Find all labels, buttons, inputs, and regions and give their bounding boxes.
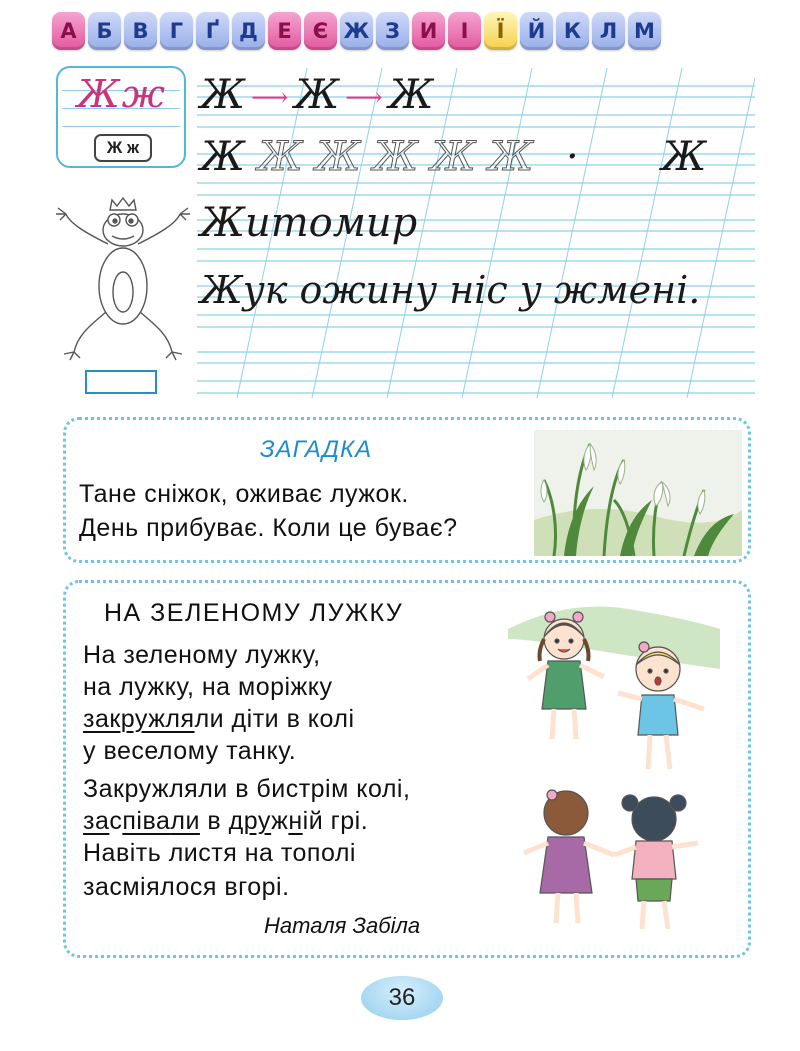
cursive-letter-pair: Жж bbox=[77, 72, 167, 116]
poem-line: Закружляли в бистрім колі, bbox=[83, 775, 411, 803]
alphabet-letter-tile: В bbox=[124, 12, 157, 50]
poem-line bbox=[83, 807, 368, 836]
snowdrop-illustration bbox=[534, 430, 742, 556]
writing-row-tracing bbox=[200, 134, 706, 180]
poem-line: на лужку, на моріжку bbox=[83, 673, 333, 701]
traced-letters: Ж Ж Ж Ж Ж bbox=[257, 134, 534, 180]
letter-card bbox=[56, 66, 186, 168]
dancing-children-illustration bbox=[508, 599, 720, 779]
underlined-syllable: ва bbox=[142, 807, 171, 835]
poem-line bbox=[83, 705, 355, 734]
alphabet-letter-tile: Й bbox=[520, 12, 553, 50]
alphabet-letter-tile: Б bbox=[88, 12, 121, 50]
frog-illustration bbox=[48, 194, 198, 366]
underlined-syllable: н bbox=[288, 807, 303, 835]
alphabet-letter-tile: З bbox=[376, 12, 409, 50]
alphabet-letter-tile: Д bbox=[232, 12, 265, 50]
alphabet-letter-tile: Є bbox=[304, 12, 337, 50]
alphabet-letter-tile: К bbox=[556, 12, 589, 50]
page-number: 36 bbox=[361, 976, 443, 1020]
alphabet-letter-tile: И bbox=[412, 12, 445, 50]
underlined-syllable: ли bbox=[170, 807, 200, 835]
riddle-title: ЗАГАДКА bbox=[259, 436, 373, 463]
arrow-icon: ⟶ bbox=[250, 83, 289, 113]
writing-row-word: Житомир bbox=[200, 200, 418, 246]
riddle-line: Тане сніжок, оживає лужок. bbox=[79, 480, 409, 508]
children-back-view-illustration bbox=[518, 783, 708, 935]
model-letter: Ж bbox=[200, 72, 245, 118]
plain-text: в bbox=[199, 807, 229, 835]
alphabet-letter-tile: Ж bbox=[340, 12, 373, 50]
model-letter: Ж bbox=[388, 72, 434, 118]
plain-text: ій грі. bbox=[302, 807, 369, 835]
riddle-line: День прибуває. Коли це буває? bbox=[79, 514, 458, 542]
poem-line: На зеленому лужку, bbox=[83, 641, 321, 669]
poem-line: у веселому танку. bbox=[83, 737, 297, 765]
writing-row-model bbox=[200, 72, 433, 118]
poem-panel bbox=[63, 580, 751, 958]
alphabet-letter-tile: Ї bbox=[484, 12, 517, 50]
arrow-icon: ⟶ bbox=[345, 83, 383, 113]
name-box[interactable] bbox=[85, 370, 157, 394]
alphabet-letter-tile: Е bbox=[268, 12, 301, 50]
riddle-panel bbox=[63, 417, 751, 563]
underlined-syllable: за bbox=[83, 807, 110, 835]
plain-letter: ж bbox=[271, 807, 289, 835]
poem-author: Наталя Забіла bbox=[264, 913, 421, 938]
start-dot: · bbox=[565, 134, 579, 180]
writing-row-sentence: Жук ожину ніс у жмені. bbox=[200, 268, 701, 312]
alphabet-letter-tile: Г bbox=[160, 12, 193, 50]
alphabet-letter-tile: Ґ bbox=[196, 12, 229, 50]
alphabet-letter-tile: Л bbox=[592, 12, 625, 50]
poem-title: НА ЗЕЛЕНОМУ ЛУЖКУ bbox=[104, 599, 404, 627]
underlined-syllable: дру bbox=[228, 807, 272, 835]
model-letter: Ж bbox=[661, 134, 707, 180]
poem-line-rest: ли діти в колі bbox=[194, 705, 355, 733]
alphabet-letter-tile: А bbox=[52, 12, 85, 50]
model-letter: Ж bbox=[200, 134, 245, 180]
underlined-syllable: пі bbox=[122, 807, 143, 835]
alphabet-letter-tile: М bbox=[628, 12, 661, 50]
alphabet-strip bbox=[52, 12, 661, 54]
poem-line: засміялося вгорі. bbox=[83, 873, 290, 901]
model-letter: Ж bbox=[294, 72, 340, 118]
plain-letter: с bbox=[109, 807, 123, 835]
underlined-syllables: закружля bbox=[83, 705, 195, 733]
poem-line: Навіть листя на тополі bbox=[83, 839, 356, 867]
alphabet-letter-tile: І bbox=[448, 12, 481, 50]
printed-letter-pair: Ж ж bbox=[94, 134, 152, 162]
